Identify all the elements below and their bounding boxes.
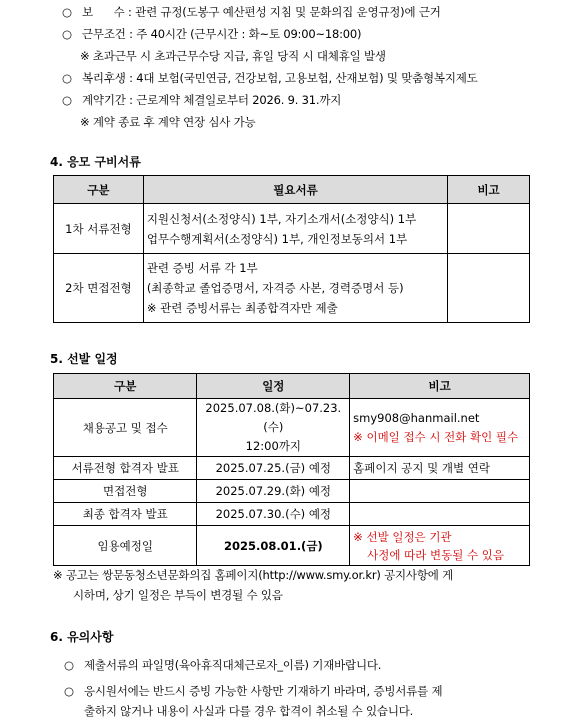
row-stage: 1차 서류전형 <box>54 204 144 254</box>
table-row <box>54 526 530 566</box>
notice-item-1-text: 제출서류의 파일명(육아휴직대체근로자_이름) 기재바랍니다. <box>84 658 382 672</box>
doc-line: 업무수행계획서(소정양식) 1부, 개인정보동의서 1부 <box>146 231 408 246</box>
row-note: 홈페이지 공지 및 개별 연락 <box>350 457 530 480</box>
header-note: 비고 <box>350 374 530 399</box>
row-stage: 임용예정일 <box>54 526 197 566</box>
term-pay-label: 보 수 <box>82 5 125 19</box>
header-note: 비고 <box>448 176 530 204</box>
row-documents <box>143 254 447 323</box>
term-contract-label: 계약기간 <box>82 93 126 107</box>
table-row <box>54 457 530 480</box>
term-hours-note: ※ 초과근무 시 초과근무수당 지급, 휴일 당직 시 대체휴일 발생 <box>80 49 386 63</box>
notice-item-2 <box>64 683 442 699</box>
row-stage: 2차 면접전형 <box>54 254 144 323</box>
term-contract: ○ 계약기간 : 근로계약 체결일로부터 2026. 9. 31.까지 <box>62 93 342 107</box>
row-stage: 최종 합격자 발표 <box>54 503 197 526</box>
date-line: 2025.07.08.(화)~07.23.(수) <box>205 401 342 434</box>
schedule-footnote-line2: 시하며, 상기 일정은 부득이 변경될 수 있음 <box>73 588 283 602</box>
schedule-footnote-line1: ※ 공고는 쌍문동청소년문화의집 홈페이지(http://www.smy.or.kr) 공지사항에 게 <box>53 568 454 582</box>
doc-line: 지원신청서(소정양식) 1부, 자기소개서(소정양식) 1부 <box>146 211 417 226</box>
doc-line: ※ 관련 증빙서류는 최종합격자만 제출 <box>146 301 338 315</box>
note-warning: ※ 이메일 접수 시 전화 확인 필수 <box>353 429 519 444</box>
table-row <box>54 204 530 254</box>
term-welfare-text: 4대 보험(국민연금, 건강보험, 고용보험, 산재보험) 및 맞춤형복지제도 <box>136 71 478 85</box>
header-documents: 필요서류 <box>143 176 447 204</box>
row-note <box>448 204 530 254</box>
bullet-icon: ○ <box>62 71 72 85</box>
section6-title: 6. 유의사항 <box>50 630 114 644</box>
header-date: 일정 <box>197 374 350 399</box>
bullet-icon: ○ <box>64 658 74 672</box>
note-line: ※ 선발 일정은 기관 <box>353 529 452 544</box>
row-note <box>448 254 530 323</box>
bullet-icon: ○ <box>62 27 72 41</box>
section5-title: 5. 선발 일정 <box>50 352 118 366</box>
notice-item-2-text: 응시원서에는 반드시 증빙 가능한 사항만 기재하기 바라며, 증빙서류를 제 <box>84 684 443 698</box>
date-line: 12:00까지 <box>245 439 301 453</box>
table-row <box>54 399 530 457</box>
row-date: 2025.08.01.(금) <box>197 526 350 566</box>
row-stage: 채용공고 및 접수 <box>54 399 197 457</box>
header-stage: 구분 <box>54 374 197 399</box>
term-hours: ○ 근무조건 : 주 40시간 (근무시간 : 화~토 09:00~18:00) <box>62 27 362 41</box>
table-row <box>54 480 530 503</box>
term-contract-text: 근로계약 체결일로부터 2026. 9. 31.까지 <box>136 93 342 107</box>
doc-line: 관련 증빙 서류 각 1부 <box>146 261 258 275</box>
note-email: smy908@hanmail.net <box>353 410 480 425</box>
bullet-icon: ○ <box>64 684 74 698</box>
row-note <box>350 480 530 503</box>
term-pay-text: 관련 규정(도봉구 예산편성 지침 및 문화의집 운영규정)에 근거 <box>135 5 441 19</box>
table-header-row <box>54 374 530 399</box>
row-stage: 면접전형 <box>54 480 197 503</box>
bullet-icon: ○ <box>62 5 72 19</box>
row-date: 2025.07.25.(금) 예정 <box>197 457 350 480</box>
term-contract-note: ※ 계약 종료 후 계약 연장 심사 가능 <box>80 115 256 129</box>
notice-item-2-cont: 출하지 않거나 내용이 사실과 다를 경우 합격이 취소될 수 있습니다. <box>84 704 414 718</box>
row-note <box>350 526 530 566</box>
term-welfare-label: 복리후생 <box>82 71 126 85</box>
term-hours-label: 근무조건 <box>82 27 126 41</box>
schedule-table <box>53 373 530 566</box>
row-stage: 서류전형 합격자 발표 <box>54 457 197 480</box>
term-welfare: ○ 복리후생 : 4대 보험(국민연금, 건강보험, 고용보험, 산재보험) 및 맞춤형복지제도 <box>62 71 478 85</box>
documents-table <box>53 175 530 323</box>
section4-title: 4. 응모 구비서류 <box>50 155 141 169</box>
table-header-row <box>54 176 530 204</box>
bullet-icon: ○ <box>62 93 72 107</box>
row-note <box>350 399 530 457</box>
row-date <box>197 399 350 457</box>
notice-item-1 <box>64 657 381 673</box>
row-note <box>350 503 530 526</box>
term-pay: ○ 보 수 : 관련 규정(도봉구 예산편성 지침 및 문화의집 운영규정)에 근거 <box>62 5 441 19</box>
table-row <box>54 254 530 323</box>
term-hours-text: 주 40시간 (근무시간 : 화~토 09:00~18:00) <box>136 27 362 41</box>
table-row <box>54 503 530 526</box>
row-date: 2025.07.30.(수) 예정 <box>197 503 350 526</box>
note-line: 사정에 따라 변동될 수 있음 <box>367 547 504 562</box>
header-stage: 구분 <box>54 176 144 204</box>
row-date: 2025.07.29.(화) 예정 <box>197 480 350 503</box>
doc-line: (최종학교 졸업증명서, 자격증 사본, 경력증명서 등) <box>146 281 404 295</box>
row-documents <box>143 204 447 254</box>
